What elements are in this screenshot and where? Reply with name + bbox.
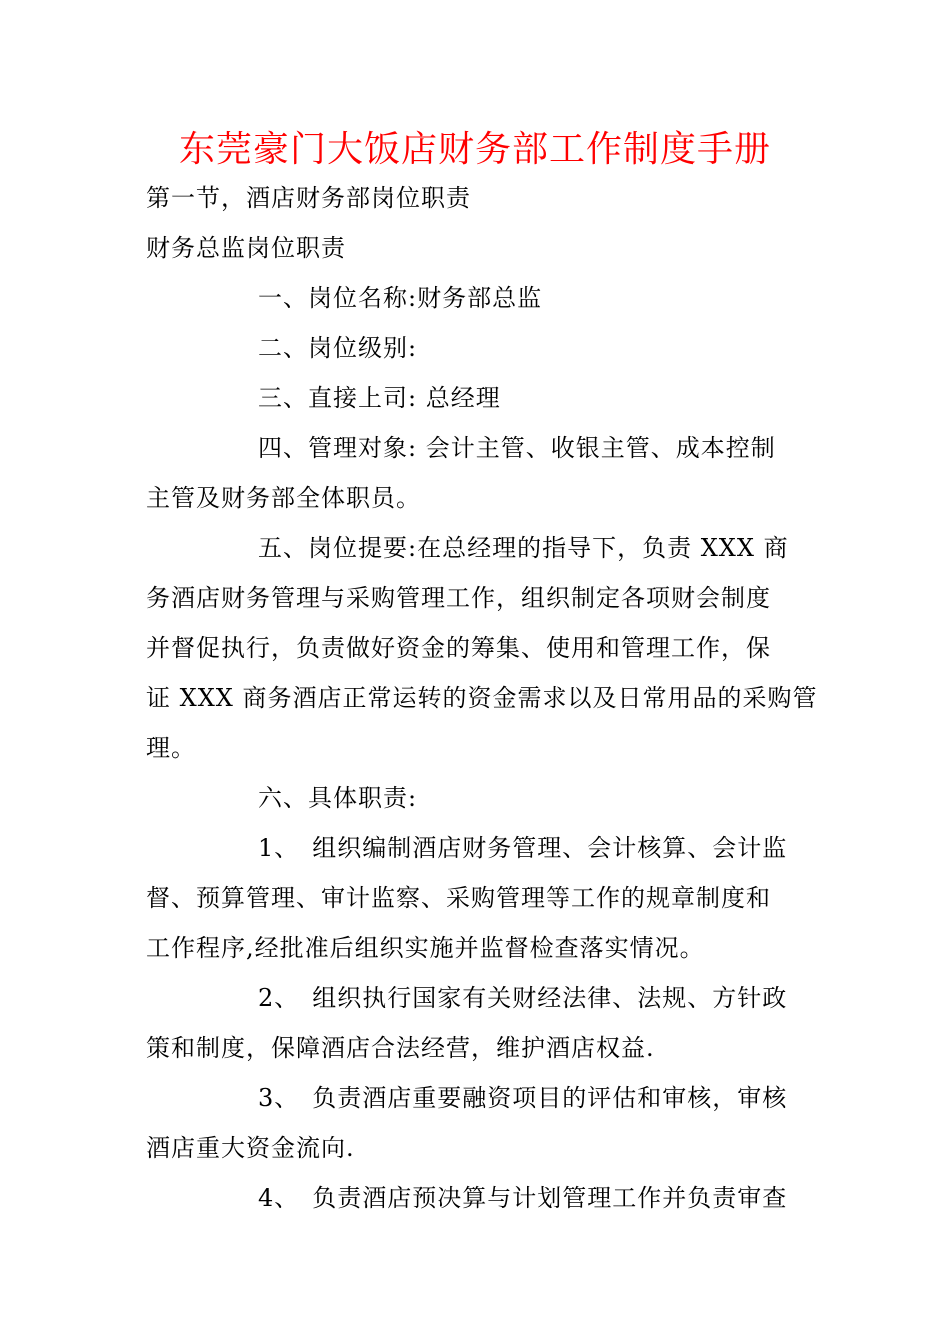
section-heading: 第一节，酒店财务部岗位职责 <box>146 184 471 212</box>
paragraph-line: 四、管理对象: 会计主管、收银主管、成本控制 <box>258 434 776 462</box>
list-item-line: 4、 负责酒店预决算与计划管理工作并负责审查 <box>258 1184 788 1212</box>
list-item-line: 1、 组织编制酒店财务管理、会计核算、会计监 <box>258 834 788 862</box>
list-item-line: 策和制度，保障酒店合法经营，维护酒店权益. <box>146 1034 655 1062</box>
list-item-line: 2、 组织执行国家有关财经法律、法规、方针政 <box>258 984 788 1012</box>
list-item-line: 酒店重大资金流向. <box>146 1134 355 1162</box>
paragraph-line: 六、具体职责: <box>258 784 418 812</box>
paragraph-line: 主管及财务部全体职员。 <box>146 484 421 512</box>
list-item-line: 督、预算管理、审计监察、采购管理等工作的规章制度和 <box>146 884 771 912</box>
paragraph-line: 并督促执行，负责做好资金的筹集、使用和管理工作，保 <box>146 634 771 662</box>
paragraph-line: 理。 <box>146 734 196 762</box>
list-item-line: 3、 负责酒店重要融资项目的评估和审核，审核 <box>258 1084 788 1112</box>
document-title: 东莞豪门大饭店财务部工作制度手册 <box>178 129 771 170</box>
list-item-line: 工作程序,经批准后组织实施并监督检查落实情况。 <box>146 934 705 962</box>
paragraph-line: 五、岗位提要:在总经理的指导下，负责 XXX 商 <box>258 534 789 562</box>
paragraph-line: 务酒店财务管理与采购管理工作，组织制定各项财会制度 <box>146 584 771 612</box>
paragraph-line: 二、岗位级别: <box>258 334 418 362</box>
paragraph-line: 证 XXX 商务酒店正常运转的资金需求以及日常用品的采购管 <box>146 684 818 712</box>
paragraph-line: 一、岗位名称:财务部总监 <box>258 284 543 312</box>
paragraph-line: 三、直接上司: 总经理 <box>258 384 501 412</box>
subheading: 财务总监岗位职责 <box>146 234 346 262</box>
